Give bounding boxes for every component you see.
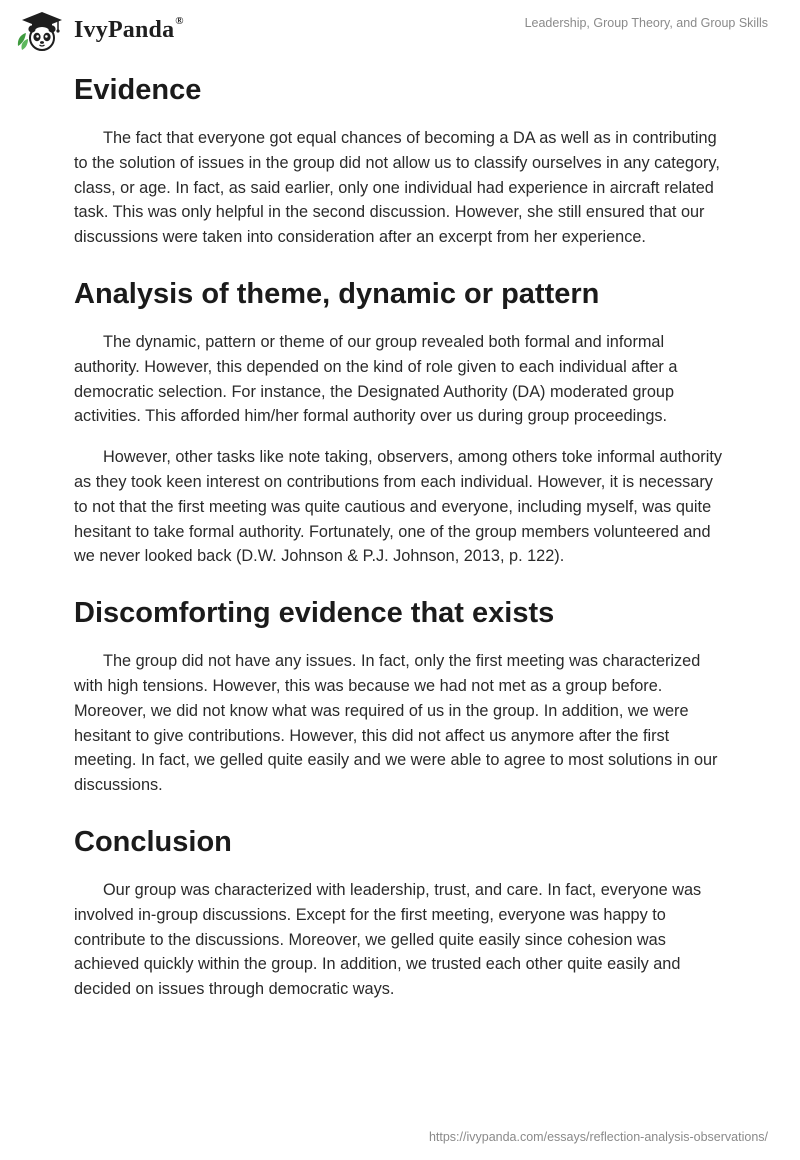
section-heading: Discomforting evidence that exists xyxy=(74,597,555,630)
section-conclusion xyxy=(74,818,726,1002)
section-heading: Evidence xyxy=(74,74,202,106)
section-evidence xyxy=(74,66,726,250)
section-analysis xyxy=(74,270,726,569)
paragraph: The group did not have any issues. In fact, only the first meeting was characterized with high tensions. However, this was because we had not met as a group before. Moreover, we did not know what was required of us in the group. In addition, we were hesitant to give contributions. However, this did not affect us anymore after the first meeting. In fact, we gelled quite easily and we were able to agree to most solutions in our discussions. xyxy=(74,652,718,795)
paragraph: The fact that everyone got equal chances of becoming a DA as well as in contributing to the solution of issues in the group did not allow us to classify ourselves in any category, class, or age. In fact, as said earlier, only one individual had experience in aircraft related task. This was only helpful in the second discussion. However, she still ensured that our discussions were taken into consideration after an excerpt from her experience. xyxy=(74,129,720,247)
ivypanda-logo[interactable] xyxy=(14,8,184,52)
section-heading: Analysis of theme, dynamic or pattern xyxy=(74,277,600,310)
page-header xyxy=(0,0,800,60)
source-url[interactable]: https://ivypanda.com/essays/reflection-analysis-observations/ xyxy=(428,1130,768,1144)
section-discomforting-evidence xyxy=(74,589,726,798)
brand-name: IvyPanda® xyxy=(74,14,184,43)
essay-body xyxy=(74,66,726,1002)
paragraph: The dynamic, pattern or theme of our group revealed both formal and informal authority. However, this depended on the kind of role given to each individual after a democratic selection. For instance, the Designated Authority (DA) moderated group activities. This afforded him/her formal authority over us during group proceedings. xyxy=(74,332,678,426)
document-title: Leadership, Group Theory, and Group Skills xyxy=(524,16,768,30)
paragraph: However, other tasks like note taking, observers, among others toke informal authority as they took keen interest on contributions from each individual. However, it is necessary to not that the first meeting was quite cautious and everyone, including myself, was quite hesitant to take formal authority. Fortunately, one of the group members volunteered and we never looked back (D.W. Johnson & P.J. Johnson, 2013, p. 122). xyxy=(74,448,722,566)
panda-graduate-icon xyxy=(14,8,70,52)
registered-mark: ® xyxy=(175,14,184,27)
paragraph: Our group was characterized with leadership, trust, and care. In fact, everyone was involved in-group discussions. Except for the first meeting, everyone was happy to contribute to the discussions. Moreover, we gelled quite easily since cohesion was achieved quickly within the group. In addition, we trusted each other quite easily and decided on issues through democratic ways. xyxy=(74,880,702,999)
section-heading: Conclusion xyxy=(74,825,232,858)
